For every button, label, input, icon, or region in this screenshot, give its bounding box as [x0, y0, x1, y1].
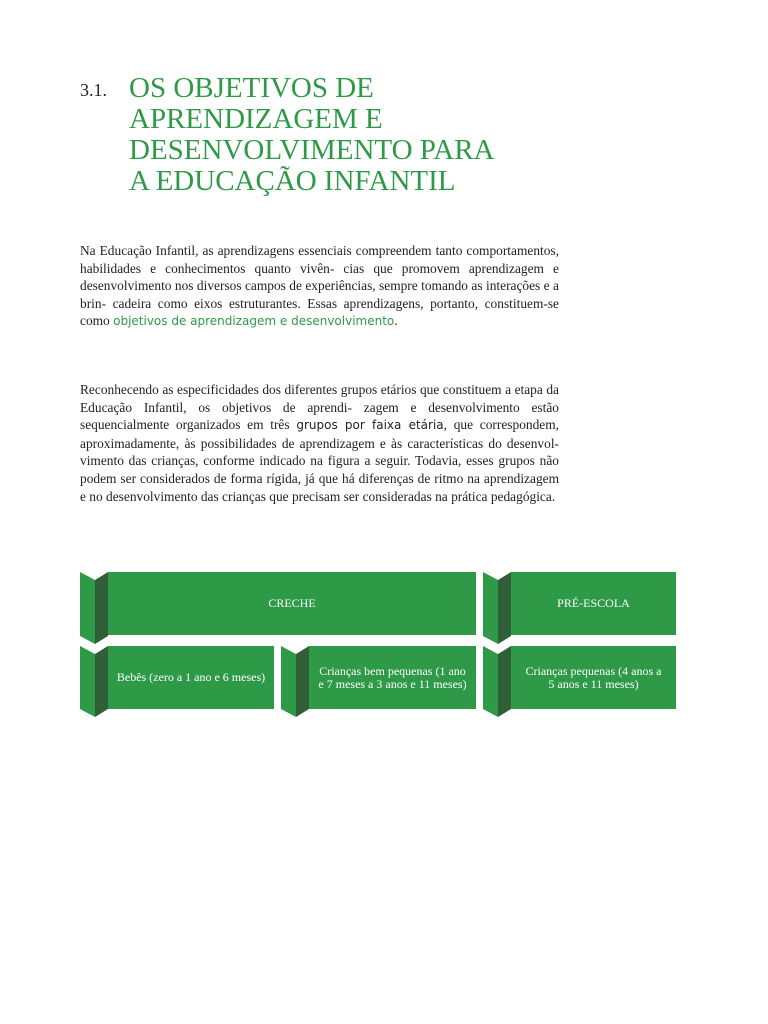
pequenas-tab — [483, 646, 511, 717]
paragraph-2-text-after: , que correspondem, aproximadamente, às possibilidades de aprendizagem e às características do desenvol- vimento das crianças, conforme indicado na figura a seguir. Todavia, esses grupos não podem ser considerados de forma rígida, já que há diferenças de ritmo na aprendizagem e no desenvolvimento das crianças que precisam ser consideradas na prática pedagógica. — [80, 417, 559, 504]
section-number: 3.1. — [80, 80, 107, 100]
paragraph-2-text-before: Reconhecendo as especificidades dos diferentes grupos etários que constituem a etapa da Educação Infantil, os objetivos de aprendi- zagem e desenvolvimento estão sequencialmente organizados em três — [80, 382, 559, 433]
bem-pequenas-tab-shape — [281, 646, 309, 717]
bem-pequenas-box — [309, 646, 476, 709]
bebes-label: Bebês (zero a 1 ano e 6 meses) — [116, 670, 266, 684]
bebes-box — [108, 646, 274, 709]
creche-tab-shape — [80, 572, 108, 644]
creche-box — [108, 572, 476, 635]
paragraph-1 — [80, 242, 559, 331]
title-line-3: DESENVOLVIMENTO PARA — [129, 134, 495, 166]
paragraph-1-end: . — [394, 313, 398, 329]
paragraph-1-highlight: objetivos de aprendizagem e desenvolvimento — [113, 314, 395, 329]
section-title — [129, 73, 649, 197]
pre-escola-label: PRÉ-ESCOLA — [557, 596, 630, 610]
bem-pequenas-label: Crianças bem pequenas (1 ano e 7 meses a 3 anos e 11 meses) — [318, 663, 467, 691]
creche-label: CRECHE — [268, 596, 316, 610]
bebes-tab-shape — [80, 646, 108, 717]
pequenas-box — [511, 646, 676, 709]
pre-escola-tab-shape — [483, 572, 511, 644]
creche-tab — [80, 572, 108, 644]
pre-escola-box — [511, 572, 676, 635]
bebes-tab — [80, 646, 108, 717]
title-line-1: OS OBJETIVOS DE — [129, 72, 374, 104]
paragraph-1-text: Na Educação Infantil, as aprendizagens essenciais compreendem tanto comportamentos, habilidades e conhecimentos quanto vivên- cias que promovem aprendizagem e desenvolvimento nos diversos campos de experiências, sempre tomando as interações e a brin- cadeira como eixos estruturantes. Essas aprendizagens, portanto, constituem-se como — [80, 243, 559, 329]
paragraph-2 — [80, 381, 559, 505]
title-line-4: A EDUCAÇÃO INFANTIL — [129, 165, 456, 197]
bem-pequenas-tab — [281, 646, 309, 717]
pequenas-label: Crianças pequenas (4 anos a 5 anos e 11 meses) — [525, 663, 662, 691]
paragraph-2-highlight: grupos por faixa etária — [296, 418, 444, 433]
title-line-2: APRENDIZAGEM E — [129, 103, 383, 135]
pre-escola-tab — [483, 572, 511, 644]
pequenas-tab-shape — [483, 646, 511, 717]
